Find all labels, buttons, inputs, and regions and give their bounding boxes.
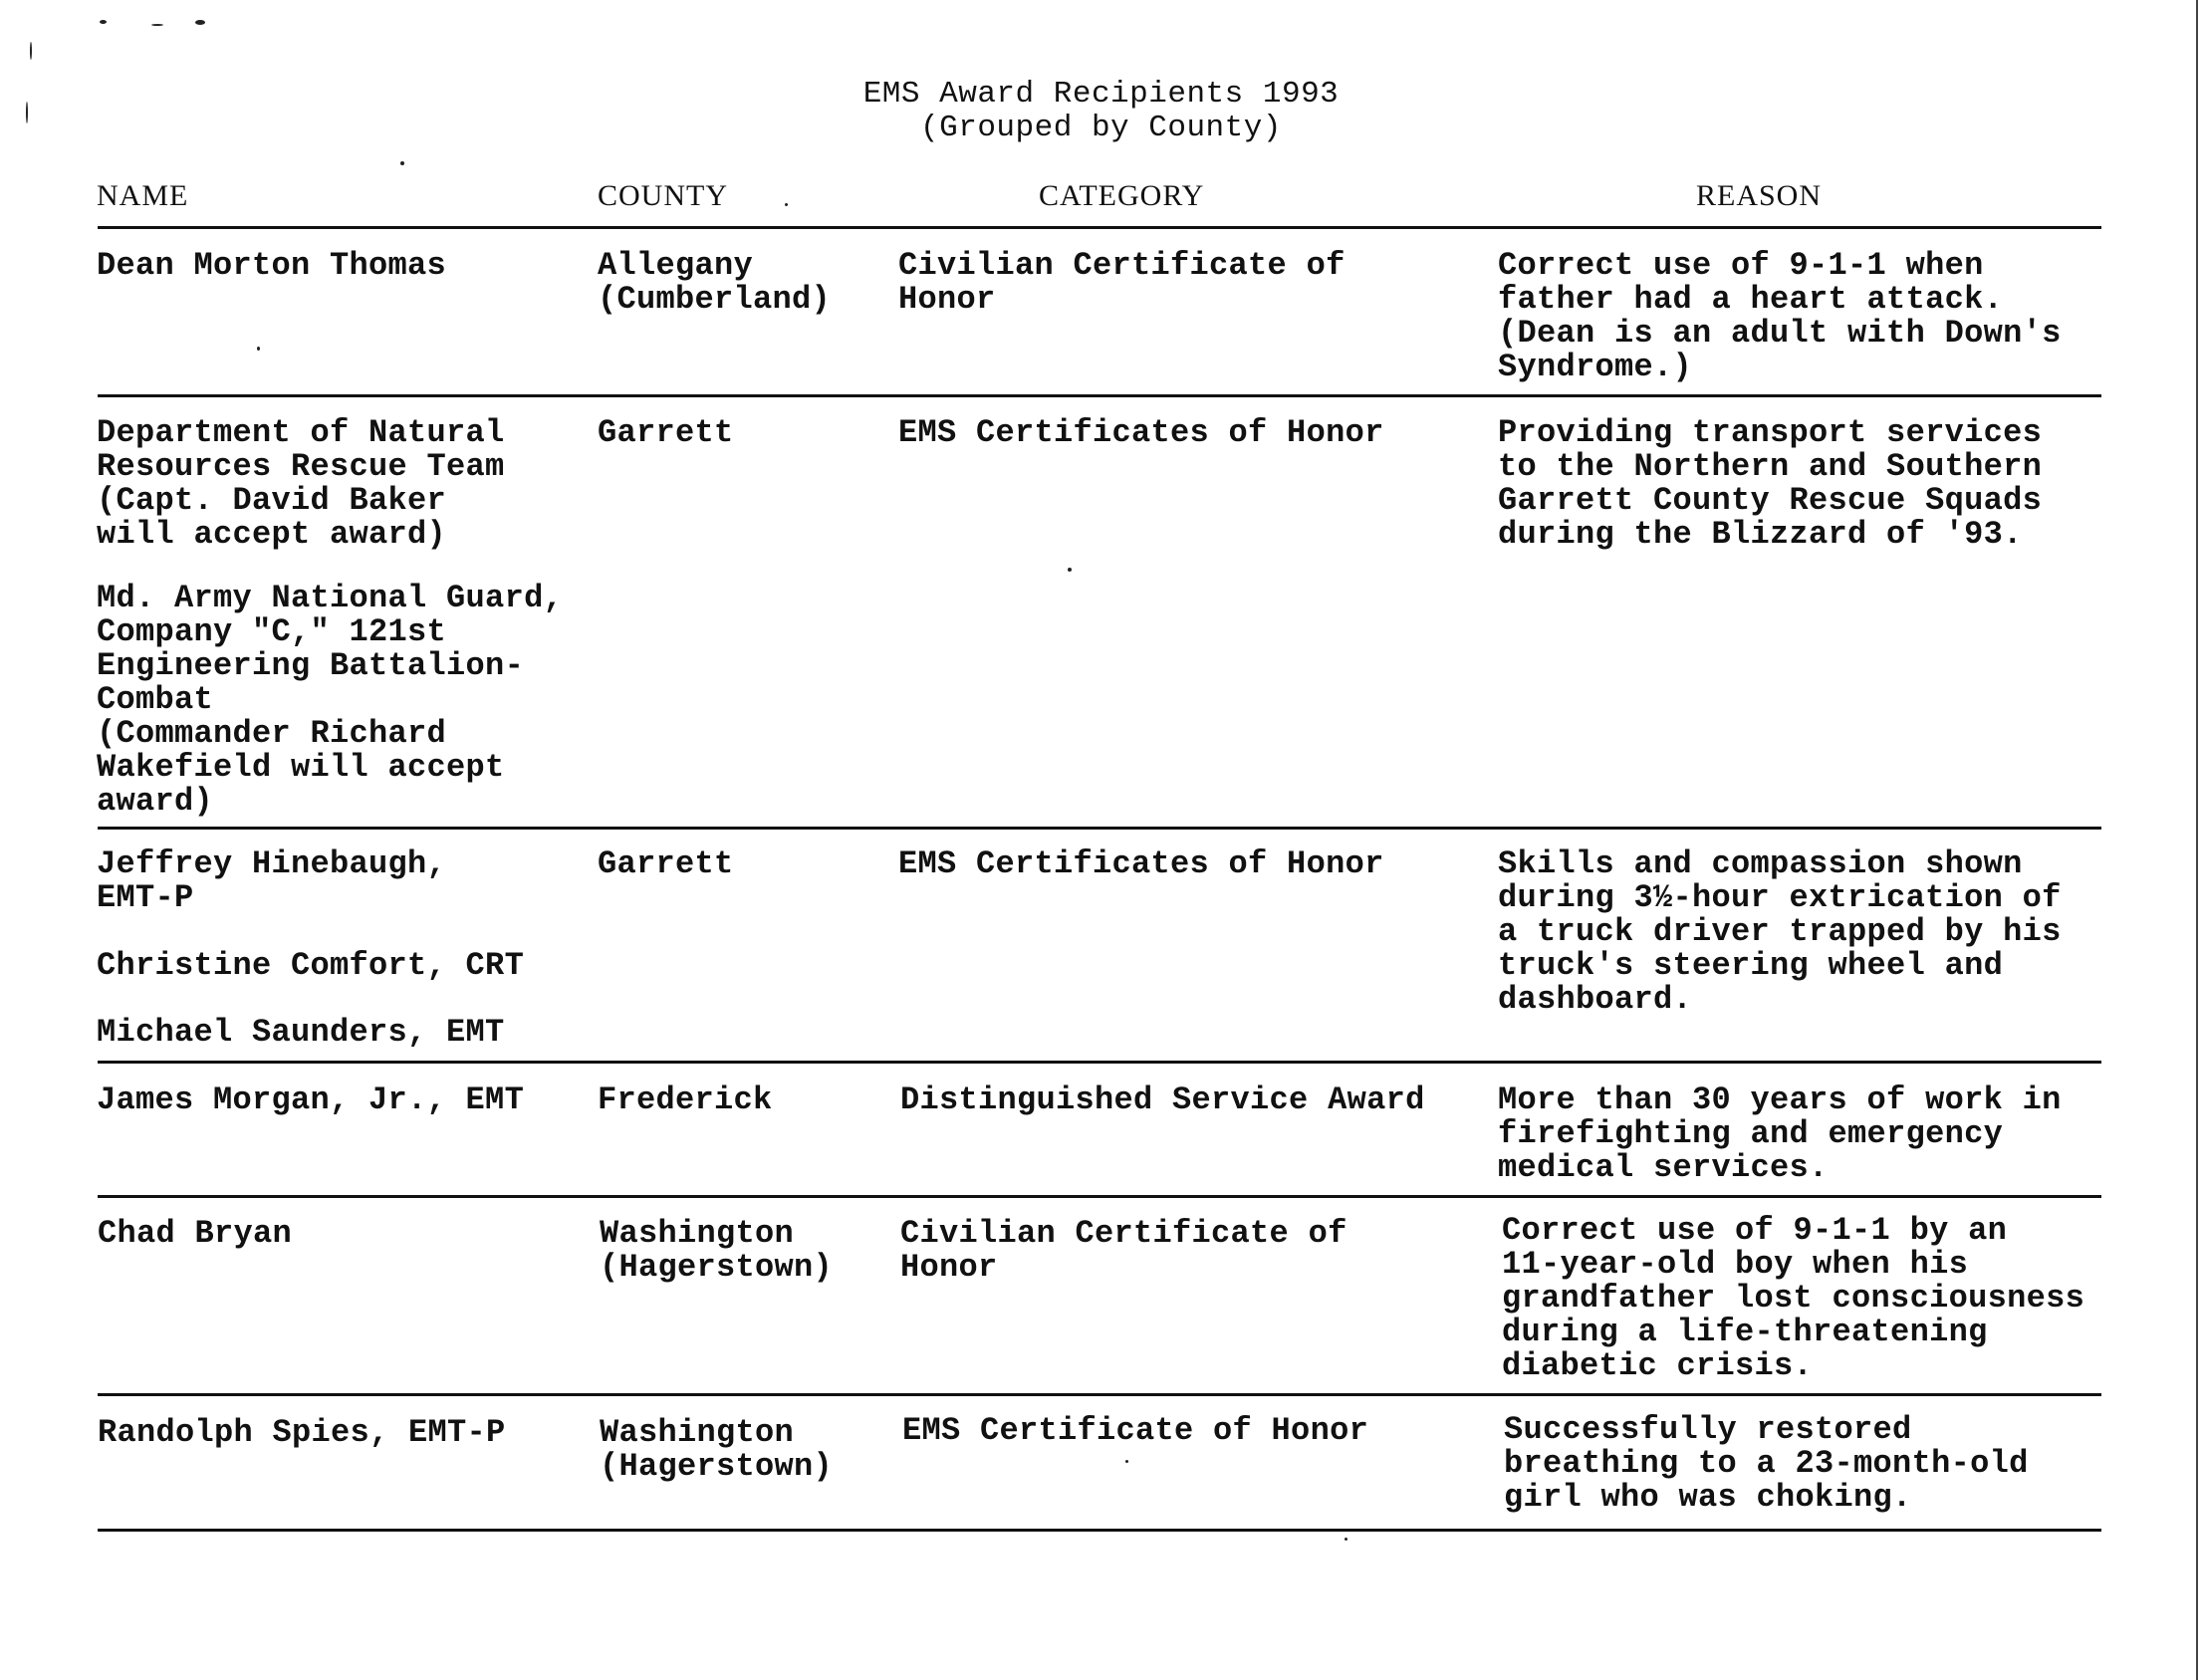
row-3-name: Jeffrey Hinebaugh, EMT-P [97, 845, 447, 916]
row-1-county: Allegany (Cumberland) [598, 247, 832, 318]
row-3-name-third: Michael Saunders, EMT [97, 1014, 505, 1051]
row-5-reason: Correct use of 9-1-1 by an 11-year-old boy when his grandfather lost consciousness during a life-threatening diabetic crisis. [1502, 1212, 2085, 1384]
header-name: NAME [97, 179, 189, 212]
row-2-name-second: Md. Army National Guard, Company "C," 121st Engineering Battalion- Combat (Commander Richard Wakefield will accept award) [97, 580, 564, 820]
row-6-reason: Successfully restored breathing to a 23-month-old girl who was choking. [1504, 1411, 2029, 1516]
scan-speck [1125, 1460, 1128, 1463]
row-3-name-second: Christine Comfort, CRT [97, 947, 525, 984]
row-divider [98, 394, 2101, 397]
row-6-county: Washington (Hagerstown) [600, 1414, 834, 1485]
row-6-name: Randolph Spies, EMT-P [98, 1414, 506, 1451]
scan-speck [400, 161, 404, 165]
header-county: COUNTY [598, 179, 728, 212]
row-2-category: EMS Certificates of Honor [898, 414, 1384, 451]
row-3-category: EMS Certificates of Honor [898, 845, 1384, 882]
header-category: CATEGORY [1039, 179, 1205, 212]
scan-speck [195, 20, 205, 25]
header-reason: REASON [1696, 179, 1823, 212]
row-5-name: Chad Bryan [98, 1215, 293, 1252]
row-4-county: Frederick [598, 1081, 773, 1118]
scan-speck [30, 42, 32, 60]
row-1-reason: Correct use of 9-1-1 when father had a heart attack. (Dean is an adult with Down's Syndrome.) [1498, 247, 2062, 385]
row-1-category: Civilian Certificate of Honor [898, 247, 1346, 318]
row-2-name: Department of Natural Resources Rescue Team (Capt. David Baker will accept award) [97, 414, 505, 553]
scan-speck [257, 347, 260, 351]
row-6-category: EMS Certificate of Honor [902, 1412, 1369, 1449]
scan-speck [151, 24, 163, 26]
scan-speck [100, 20, 107, 24]
document-title: EMS Award Recipients 1993 [862, 77, 1340, 112]
scan-speck [1068, 568, 1072, 572]
row-divider [98, 827, 2101, 830]
row-4-category: Distinguished Service Award [900, 1081, 1425, 1118]
header-rule [98, 226, 2101, 229]
row-divider [98, 1195, 2101, 1198]
scan-edge [2196, 0, 2198, 1680]
row-5-category: Civilian Certificate of Honor [900, 1215, 1347, 1286]
row-2-reason: Providing transport services to the Northern and Southern Garrett County Rescue Squads during the Blizzard of '93. [1498, 414, 2043, 553]
table-bottom-rule [98, 1529, 2101, 1532]
row-4-name: James Morgan, Jr., EMT [97, 1081, 525, 1118]
scan-speck [785, 203, 788, 206]
row-1-name: Dean Morton Thomas [97, 247, 447, 284]
row-3-county: Garrett [598, 845, 734, 882]
document-title-block [0, 78, 2202, 145]
row-divider [98, 1393, 2101, 1396]
row-4-reason: More than 30 years of work in firefighting and emergency medical services. [1498, 1081, 2062, 1186]
scan-speck [1345, 1538, 1347, 1541]
row-2-county: Garrett [598, 414, 734, 451]
row-3-reason: Skills and compassion shown during 3½-hour extrication of a truck driver trapped by his truck's steering wheel and dashboard. [1498, 845, 2062, 1018]
document-subtitle: (Grouped by County) [920, 111, 1282, 145]
row-divider [98, 1061, 2101, 1064]
row-5-county: Washington (Hagerstown) [600, 1215, 834, 1286]
